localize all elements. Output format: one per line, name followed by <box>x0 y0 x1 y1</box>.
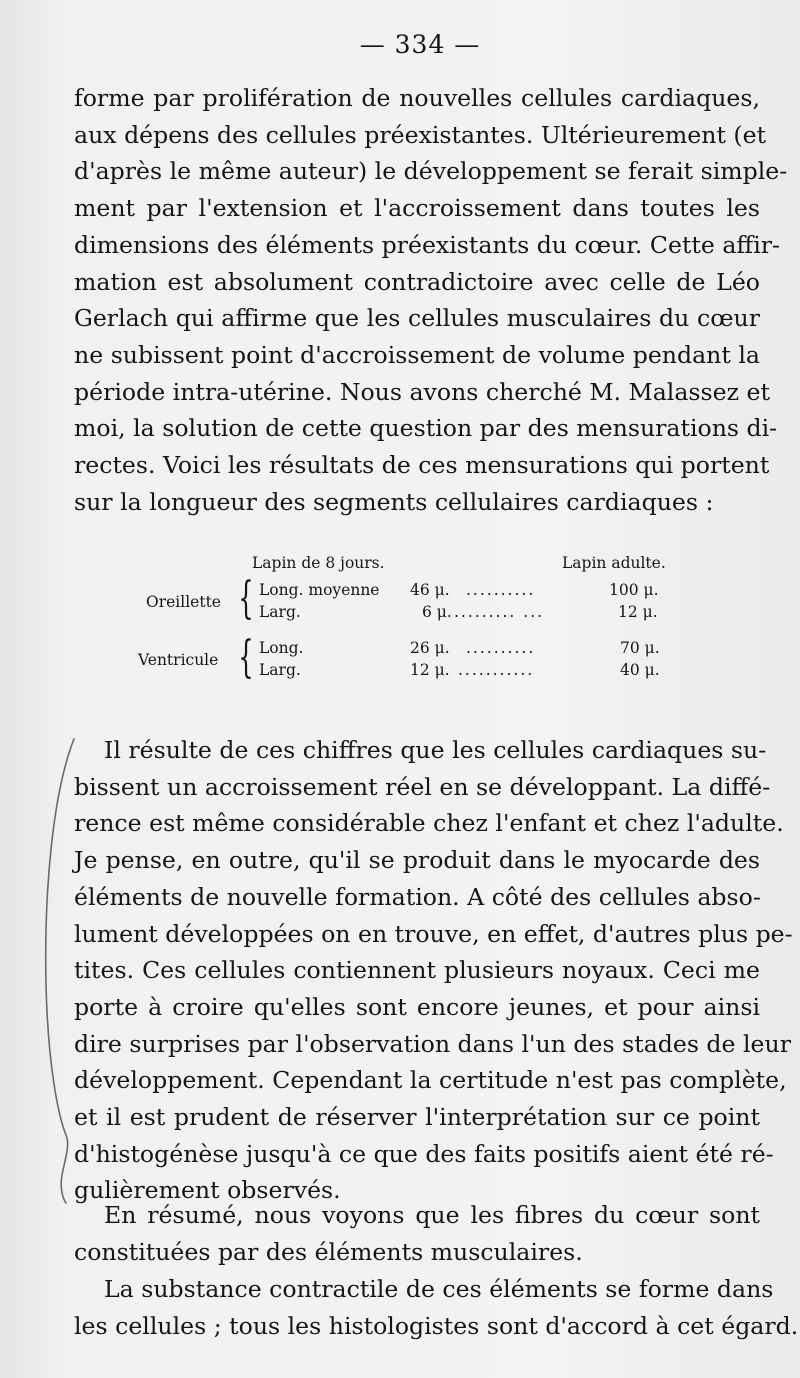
paragraph-3 <box>74 1197 760 1270</box>
value-young: 12 μ. <box>410 661 450 679</box>
text-line: gulièrement observés. <box>74 1176 341 1205</box>
value-adult: 12 μ. <box>618 603 658 621</box>
value-adult: 70 μ. <box>620 639 660 657</box>
text-line: période intra-utérine. Nous avons cherché M. Malassez et <box>74 377 770 406</box>
text-line: ne subissent point d'accroissement de volume pendant la <box>74 340 760 369</box>
text-line: forme par prolifération de nouvelles cellules cardiaques, <box>74 84 760 112</box>
pencil-margin-mark <box>22 735 82 1205</box>
page-number: — 334 — <box>359 30 481 59</box>
column-header-young: Lapin de 8 jours. <box>252 554 385 572</box>
value-adult: 40 μ. <box>620 661 660 679</box>
text-line: Il résulte de ces chiffres que les cellules cardiaques su- <box>104 736 767 764</box>
text-line: La substance contractile de ces éléments se forme dans <box>104 1275 774 1303</box>
leader-dots: ......... ... <box>454 603 545 621</box>
measure-label: Larg. <box>259 661 301 679</box>
value-young: 46 μ. <box>410 581 450 599</box>
paragraph-1 <box>74 80 788 520</box>
measure-label: Long. <box>259 639 304 657</box>
measure-label: Larg. <box>259 603 301 621</box>
text-line: Je pense, en outre, qu'il se produit dans le myocarde des <box>74 846 760 875</box>
text-line: d'après le même auteur) le développement se ferait simple- <box>74 157 788 186</box>
text-line: rence est même considérable chez l'enfant et chez l'adulte. <box>74 809 784 838</box>
text-line: et il est prudent de réserver l'interprétation sur ce point <box>74 1103 760 1132</box>
text-line: constituées par des éléments musculaires. <box>74 1237 583 1266</box>
brace-icon: { <box>238 573 254 624</box>
value-adult: 100 μ. <box>609 581 659 599</box>
text-line: dire surprises par l'observation dans l'un des stades de leur <box>74 1029 791 1058</box>
paragraph-4 <box>74 1271 799 1344</box>
text-line: moi, la solution de cette question par des mensurations di- <box>74 414 778 443</box>
text-line: d'histogénèse jusqu'à ce que des faits positifs aient été ré- <box>74 1139 774 1168</box>
measurement-table <box>0 550 800 690</box>
text-line: éléments de nouvelle formation. A côté des cellules abso- <box>74 882 761 911</box>
value-young: 26 μ. <box>410 639 450 657</box>
leader-dots: .......... <box>466 581 536 599</box>
leader-dots: ........... <box>458 661 535 679</box>
value-young: 6 μ. <box>422 603 452 621</box>
text-line: aux dépens des cellules préexistantes. Ultérieurement (et <box>74 120 767 149</box>
text-line: bissent un accroissement réel en se développant. La diffé- <box>74 772 771 801</box>
text-line: tites. Ces cellules contiennent plusieurs noyaux. Ceci me <box>74 956 760 985</box>
text-line: lument développées on en trouve, en effet, d'autres plus pe- <box>74 919 793 948</box>
text-line: ment par l'extension et l'accroissement dans toutes les <box>74 194 760 223</box>
text-line: En résumé, nous voyons que les fibres du cœur sont <box>104 1201 760 1229</box>
text-line: Gerlach qui affirme que les cellules musculaires du cœur <box>74 304 760 333</box>
row-group-label-ventricule: Ventricule <box>138 651 219 669</box>
text-line: sur la longueur des segments cellulaires cardiaques : <box>74 487 714 516</box>
brace-icon: { <box>238 632 254 683</box>
text-line: rectes. Voici les résultats de ces mensurations qui portent <box>74 451 770 480</box>
leader-dots: .......... <box>466 639 536 657</box>
text-line: porte à croire qu'elles sont encore jeunes, et pour ainsi <box>74 992 760 1021</box>
text-line: développement. Cependant la certitude n'est pas complète, <box>74 1066 787 1095</box>
measure-label: Long. moyenne <box>259 581 380 599</box>
text-line: dimensions des éléments préexistants du cœur. Cette affir- <box>74 230 780 259</box>
row-group-label-oreillette: Oreillette <box>146 593 221 611</box>
column-header-adult: Lapin adulte. <box>562 554 666 572</box>
text-line: les cellules ; tous les histologistes sont d'accord à cet égard. <box>74 1311 799 1340</box>
text-line: mation est absolument contradictoire avec celle de Léo <box>74 267 760 296</box>
paragraph-2 <box>74 732 793 1209</box>
